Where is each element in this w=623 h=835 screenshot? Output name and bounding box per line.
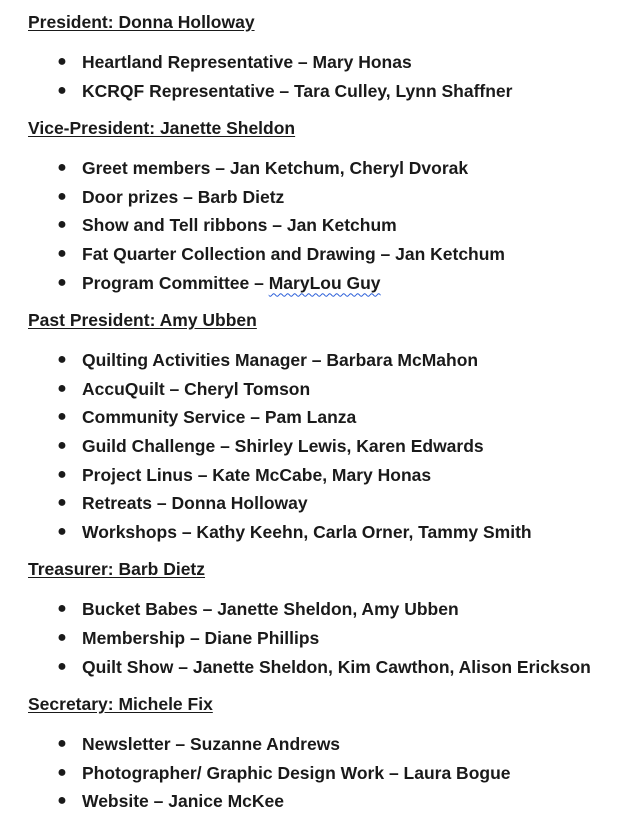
bullet-icon: ● — [57, 657, 67, 675]
list-item-text: Fat Quarter Collection and Drawing – Jan Ketchum — [82, 243, 505, 264]
list-item — [0, 154, 623, 183]
bullet-icon: ● — [57, 187, 67, 205]
list-item — [0, 595, 623, 624]
bullet-icon: ● — [57, 379, 67, 397]
section-vice-president — [0, 105, 623, 297]
list-item-text: Project Linus – Kate McCabe, Mary Honas — [82, 464, 432, 485]
list-item-text: Membership – Diane Phillips — [82, 627, 320, 648]
spellcheck-flagged-text: MaryLou Guy — [268, 272, 381, 293]
bullet-icon: ● — [57, 53, 67, 70]
list-item-text: Retreats – Donna Holloway — [82, 493, 308, 514]
bullet-icon: ● — [57, 628, 67, 646]
list-item-text: Program Committee – MaryLou Guy — [82, 272, 381, 293]
list-item — [0, 48, 623, 77]
list-item — [0, 77, 623, 106]
list-item-text: Quilting Activities Manager – Barbara McMahon — [82, 350, 479, 371]
section-secretary — [0, 681, 623, 816]
bullet-icon: ● — [57, 735, 67, 753]
section-heading: Past President: Amy Ubben — [28, 310, 257, 331]
list-item-text: Show and Tell ribbons – Jan Ketchum — [82, 215, 397, 236]
list-item — [0, 489, 623, 518]
list-item-text: KCRQF Representative – Tara Culley, Lynn Shaffner — [82, 80, 513, 101]
bullet-icon: ● — [57, 792, 67, 810]
section-heading: Treasurer: Barb Dietz — [28, 559, 206, 580]
bullet-icon: ● — [57, 408, 67, 426]
section-treasurer — [0, 546, 623, 681]
list-item-text: AccuQuilt – Cheryl Tomson — [82, 378, 311, 399]
list-item — [0, 787, 623, 816]
list-item-text: Bucket Babes – Janette Sheldon, Amy Ubben — [82, 599, 459, 620]
section-heading: President: Donna Holloway — [28, 12, 255, 32]
bullet-icon: ● — [57, 522, 67, 540]
list-item — [0, 432, 623, 461]
list-item — [0, 730, 623, 759]
bullet-icon: ● — [57, 351, 67, 369]
list-item-text: Quilt Show – Janette Sheldon, Kim Cawthon, Alison Erickson — [82, 656, 591, 677]
list-item — [0, 518, 623, 547]
bullet-list — [0, 346, 623, 546]
list-item — [0, 240, 623, 269]
section-past-president — [0, 297, 623, 546]
list-item — [0, 346, 623, 375]
list-item — [0, 653, 623, 682]
bullet-list — [0, 48, 623, 105]
list-item — [0, 375, 623, 404]
bullet-icon: ● — [57, 494, 67, 512]
bullet-list — [0, 595, 623, 681]
list-item-text: Heartland Representative – Mary Honas — [82, 52, 412, 72]
list-item-text: Workshops – Kathy Keehn, Carla Orner, Tammy Smith — [82, 521, 532, 542]
bullet-icon: ● — [57, 159, 67, 177]
bullet-icon: ● — [57, 763, 67, 781]
list-item — [0, 624, 623, 653]
list-item — [0, 211, 623, 240]
list-item — [0, 461, 623, 490]
list-item — [0, 403, 623, 432]
list-item-text: Website – Janice McKee — [82, 791, 284, 812]
list-item-text: Guild Challenge – Shirley Lewis, Karen Edwards — [82, 435, 484, 456]
bullet-icon: ● — [57, 465, 67, 483]
bullet-icon: ● — [57, 273, 67, 291]
bullet-icon: ● — [57, 216, 67, 234]
list-item — [0, 269, 623, 298]
section-heading: Vice-President: Janette Sheldon — [28, 118, 296, 139]
list-item — [0, 183, 623, 212]
bullet-icon: ● — [57, 436, 67, 454]
list-item-text: Community Service – Pam Lanza — [82, 407, 357, 428]
list-item — [0, 759, 623, 788]
bullet-icon: ● — [57, 600, 67, 618]
bullet-list — [0, 154, 623, 297]
list-item-text: Greet members – Jan Ketchum, Cheryl Dvorak — [82, 158, 469, 179]
bullet-icon: ● — [57, 244, 67, 262]
bullet-icon: ● — [57, 81, 67, 99]
list-item-text: Photographer/ Graphic Design Work – Laura Bogue — [82, 762, 511, 783]
section-president — [0, 0, 623, 105]
bullet-list — [0, 730, 623, 816]
section-heading: Secretary: Michele Fix — [28, 694, 213, 715]
list-item-text: Door prizes – Barb Dietz — [82, 186, 285, 207]
list-item-text: Newsletter – Suzanne Andrews — [82, 734, 341, 755]
